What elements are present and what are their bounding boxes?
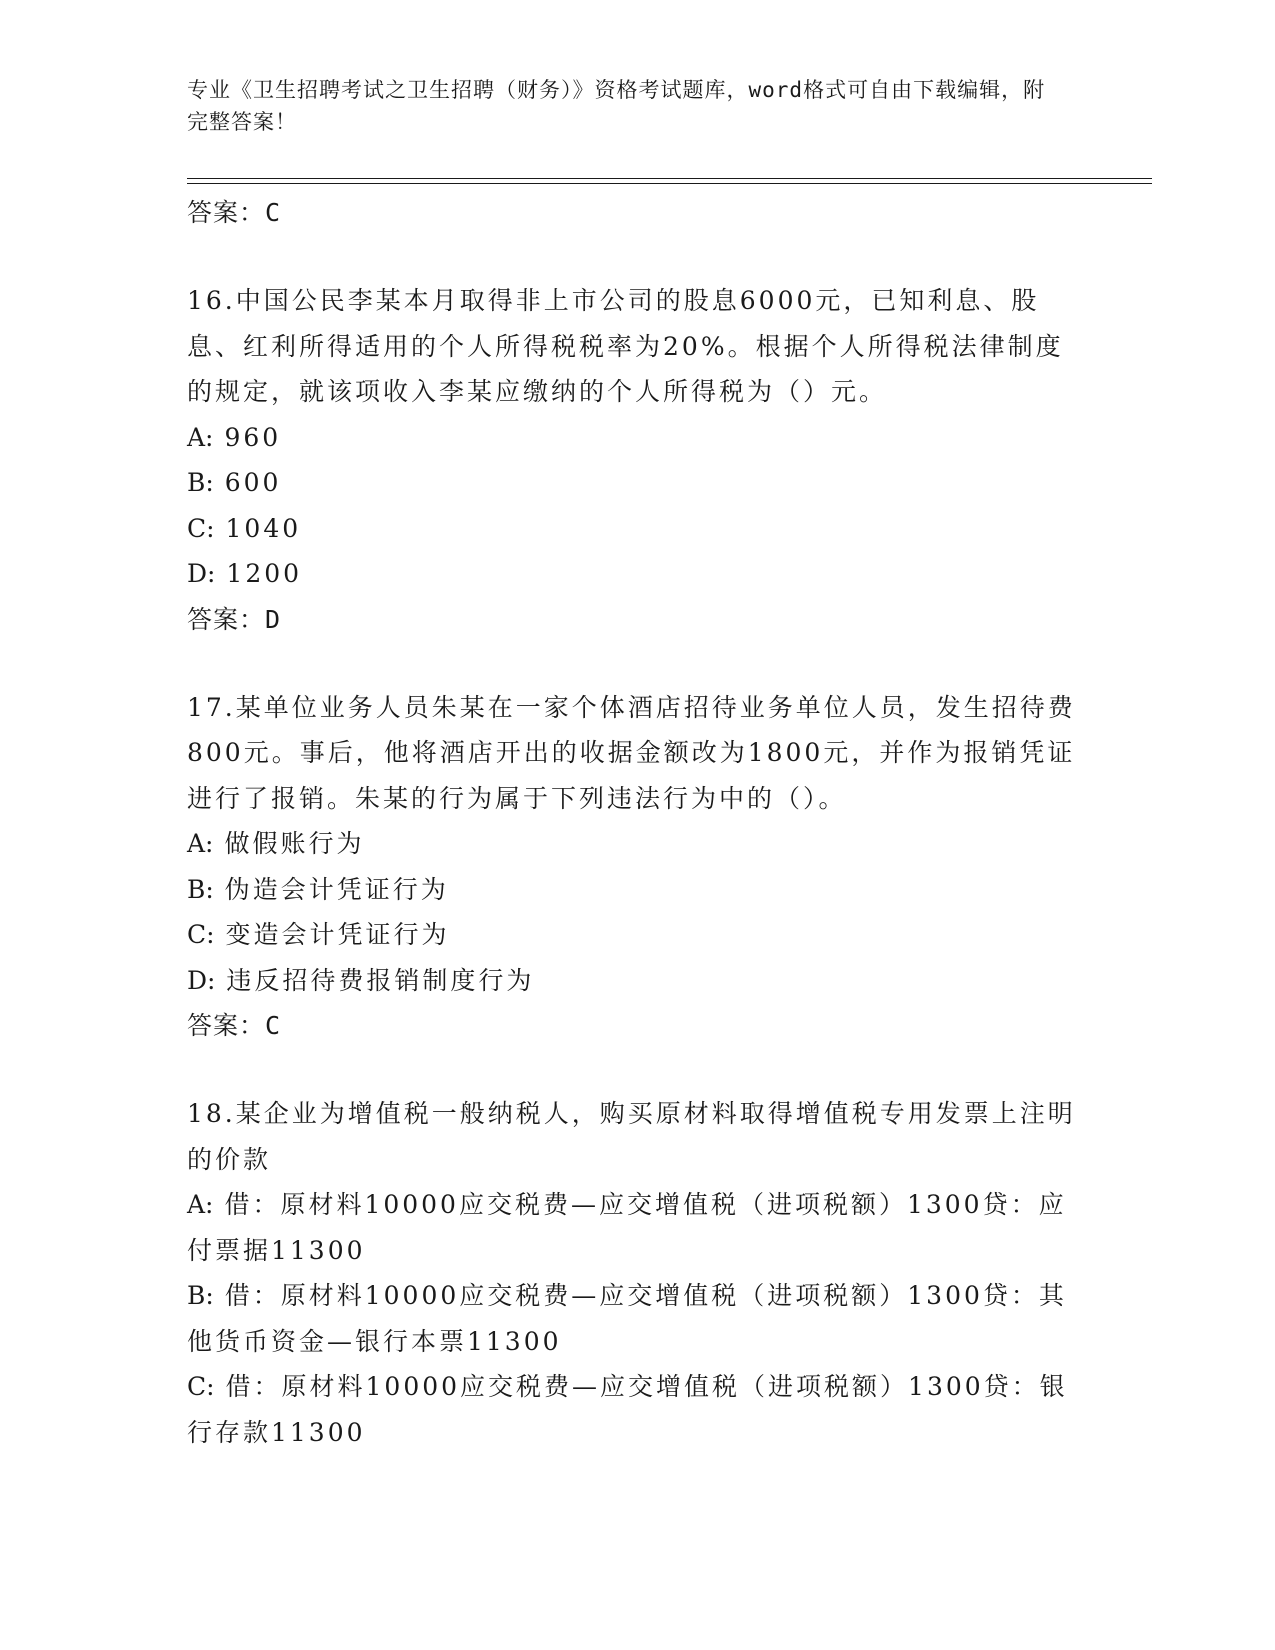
option-d: [187, 958, 1077, 1004]
option-a: [187, 1182, 1077, 1273]
option-text: 变造会计凭证行为: [225, 920, 450, 949]
option-letter: D:: [187, 965, 216, 995]
option-a: [187, 821, 1077, 867]
option-letter: C:: [187, 920, 215, 949]
option-c: [187, 506, 1077, 552]
question-list: [187, 190, 1077, 1455]
option-b: [187, 1273, 1077, 1364]
option-letter: A:: [187, 1190, 214, 1219]
option-text: 借：原材料10000应交税费—应交增值税（进项税额）1300贷：银行存款11300: [187, 1372, 1068, 1447]
option-letter: B:: [187, 1281, 214, 1310]
option-letter: A:: [187, 422, 214, 452]
option-text: 1200: [226, 559, 303, 588]
option-letter: C:: [187, 1372, 215, 1401]
option-text: 600: [224, 468, 282, 497]
option-text: 960: [224, 422, 282, 452]
option-letter: A:: [187, 829, 214, 858]
document-header: 专业《卫生招聘考试之卫生招聘（财务）》资格考试题库，word格式可自由下载编辑，附完整答案！: [187, 78, 1046, 134]
option-letter: B:: [187, 468, 214, 497]
option-d: [187, 551, 1077, 597]
option-text: 做假账行为: [224, 829, 365, 858]
answer-label: 答案：C: [187, 198, 282, 227]
option-letter: C:: [187, 513, 215, 543]
option-c: [187, 912, 1077, 958]
question-stem: 17.某单位业务人员朱某在一家个体酒店招待业务单位人员，发生招待费800元。事后，他将酒店开出的收据金额改为1800元，并作为报销凭证进行了报销。朱某的行为属于下列违法行为中的（）。: [187, 692, 1076, 813]
option-text: 伪造会计凭证行为: [224, 874, 449, 904]
header-divider-line: [187, 178, 1152, 179]
answer-label: 答案：C: [187, 1011, 282, 1040]
question-stem: 16.中国公民李某本月取得非上市公司的股息6000元，已知利息、股息、红利所得适用的个人所得税税率为20%。根据个人所得税法律制度的规定，就该项收入李某应缴纳的个人所得税为（）元。: [187, 286, 1064, 406]
option-text: 借：原材料10000应交税费—应交增值税（进项税额）1300贷：应付票据11300: [187, 1190, 1067, 1265]
option-b: [187, 460, 1077, 506]
option-text: 1040: [225, 513, 302, 543]
question-17: [187, 685, 1077, 1049]
option-c: [187, 1364, 1077, 1455]
header-divider-line-2: [187, 183, 1152, 184]
answer-label: 答案：D: [187, 604, 282, 634]
option-letter: B:: [187, 874, 214, 904]
option-text: 违反招待费报销制度行为: [226, 965, 535, 995]
option-text: 借：原材料10000应交税费—应交增值税（进项税额）1300贷：其他货币资金—银行本票11300: [187, 1281, 1067, 1356]
option-letter: D:: [187, 559, 216, 588]
option-b: [187, 867, 1077, 913]
question-18: [187, 1091, 1077, 1455]
question-stem: 18.某企业为增值税一般纳税人，购买原材料取得增值税专用发票上注明的价款: [187, 1099, 1076, 1174]
question-16: [187, 278, 1077, 642]
option-a: [187, 415, 1077, 461]
